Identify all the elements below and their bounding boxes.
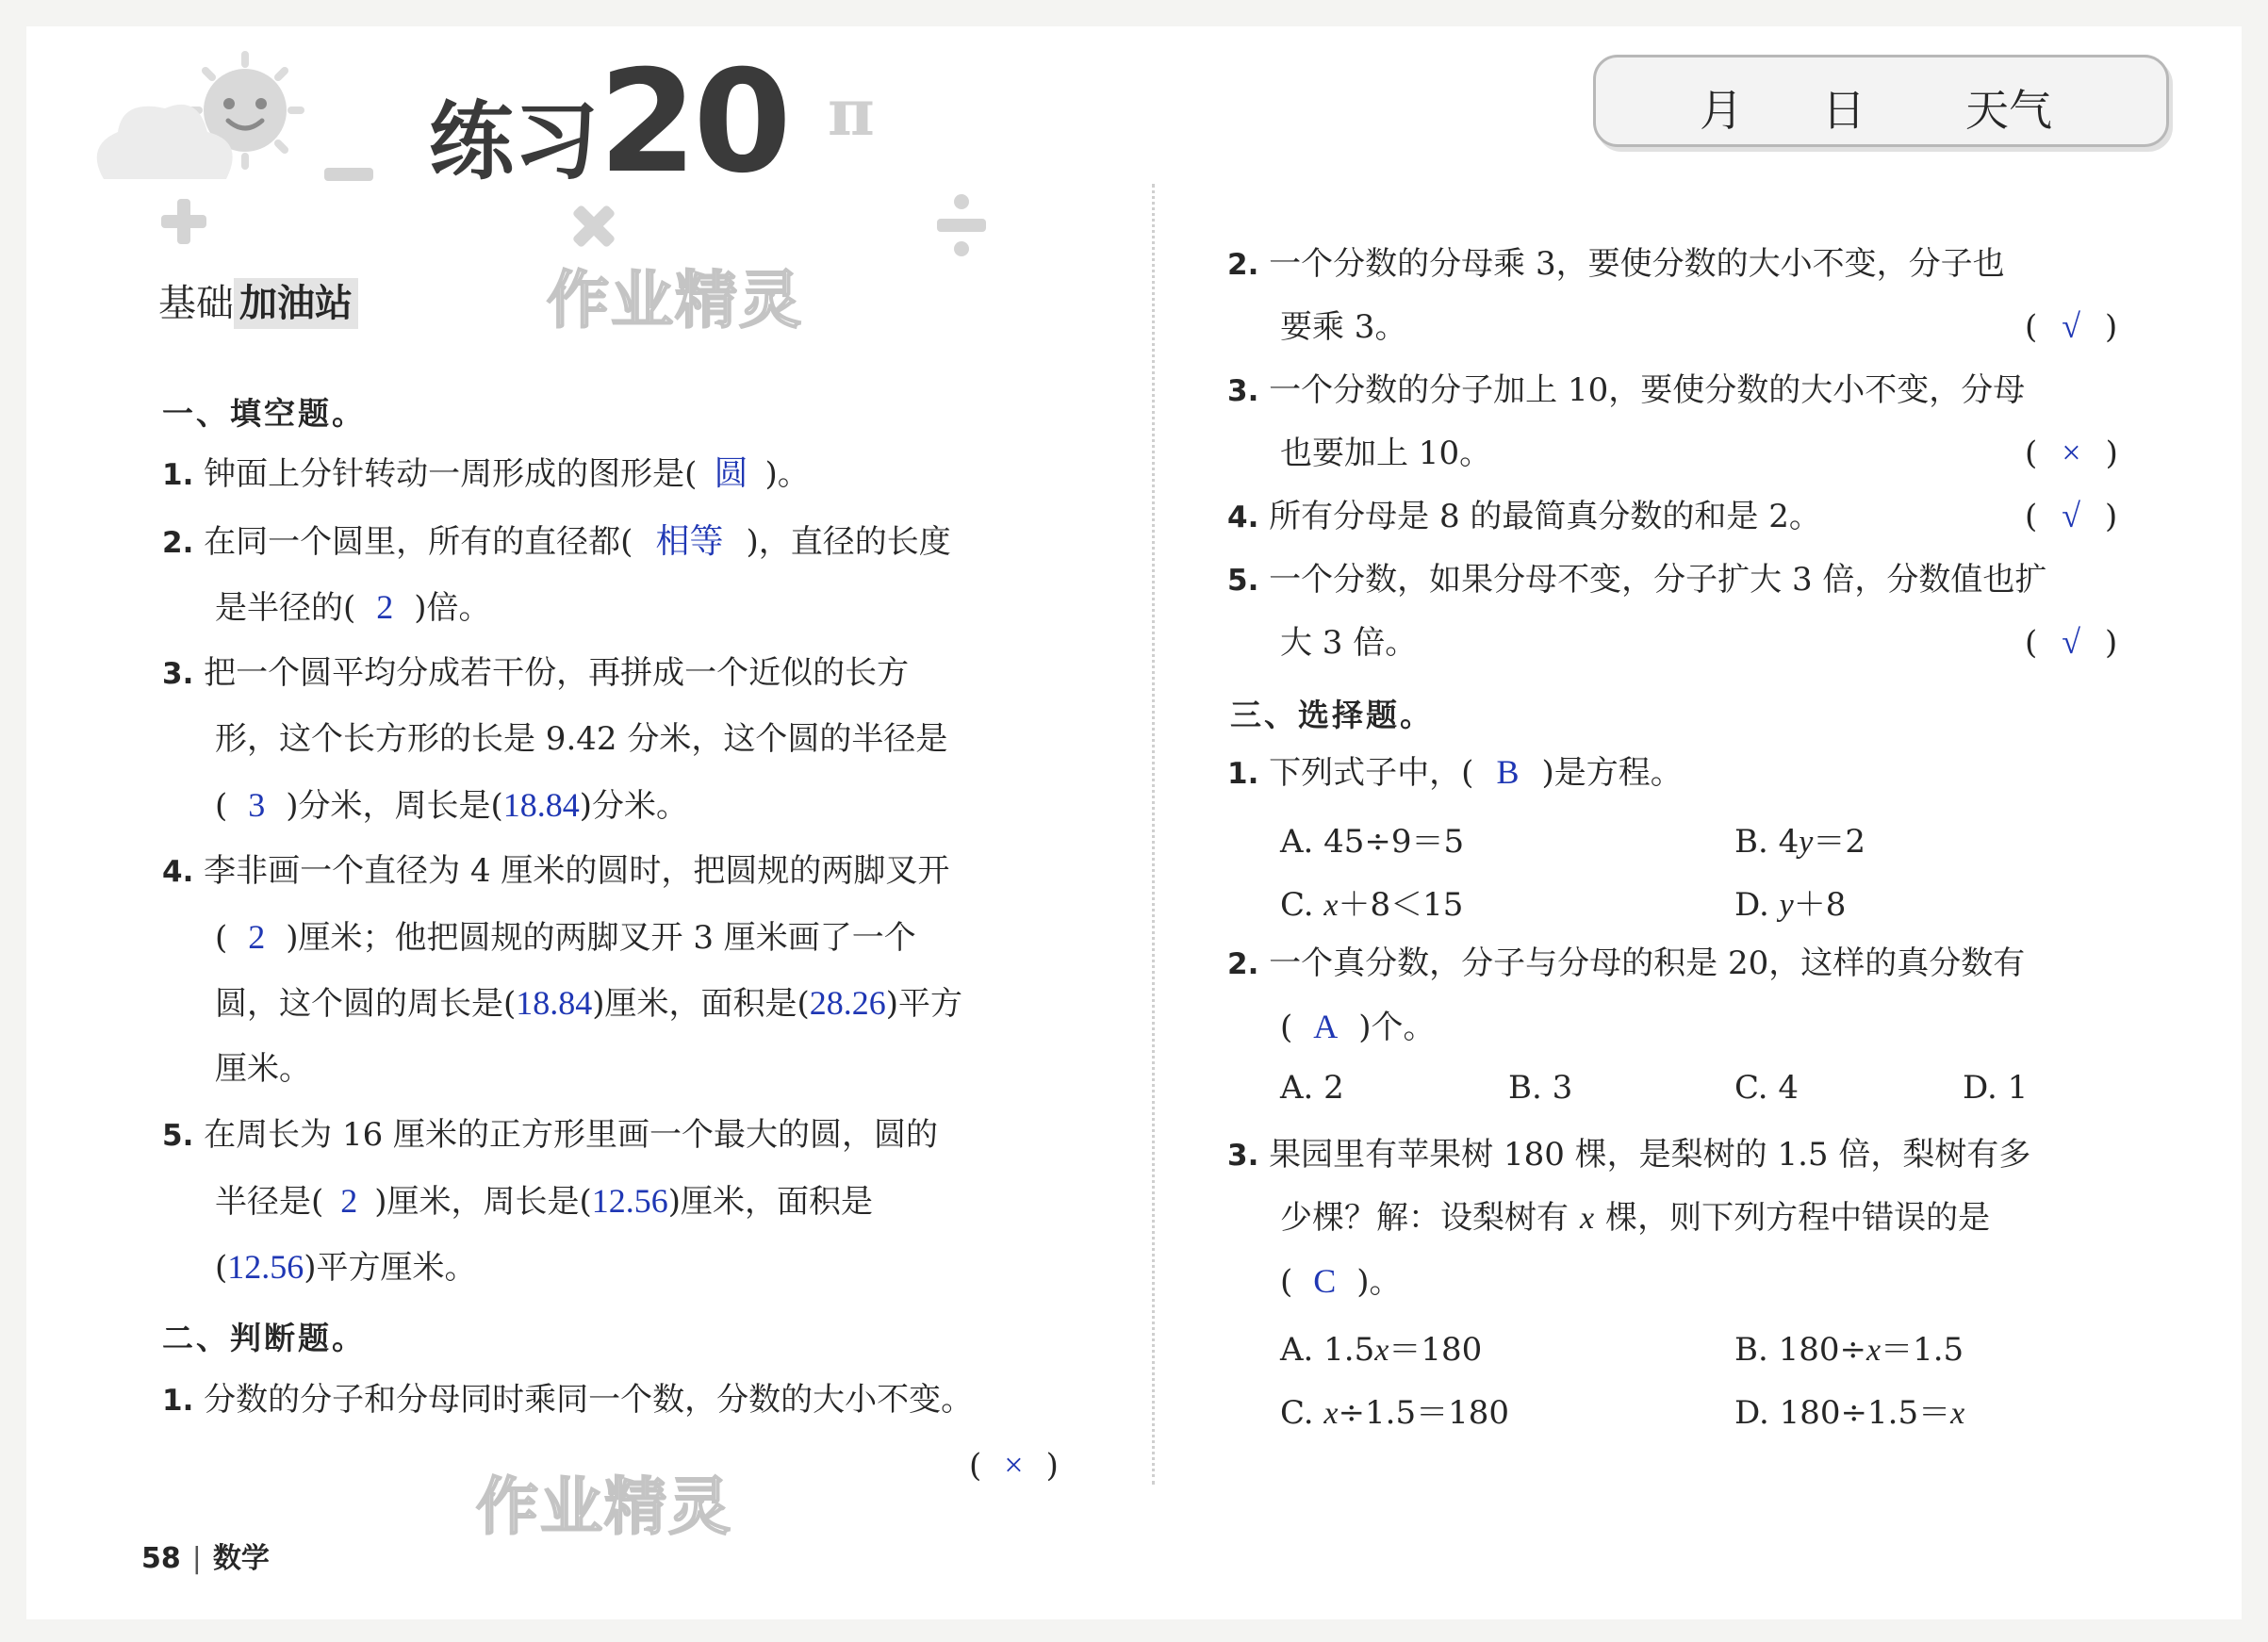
answer: 18.84: [516, 984, 593, 1022]
minus-icon: [320, 160, 377, 189]
choice-q2-line2: ( A )个。: [1280, 1008, 1436, 1046]
choice-q2-option-b: B. 3: [1508, 1069, 1573, 1107]
answer: B: [1496, 753, 1520, 791]
judge-q2-line1: 2. 一个分数的分母乘 3，要使分数的大小不变，分子也: [1227, 245, 2005, 283]
choice-q1-option-c: C. x＋8＜15: [1280, 886, 1464, 924]
fill-q2-line1: 2. 在同一个圆里，所有的直径都( 相等 )，直径的长度: [162, 522, 951, 561]
judge-heading: 二、判断题。: [162, 1320, 366, 1356]
answer: 3: [248, 786, 266, 824]
answer: √: [2062, 307, 2081, 345]
answer: 2: [340, 1182, 358, 1220]
pi-symbol: π: [828, 75, 875, 151]
choice-q3-line3: ( C )。: [1280, 1262, 1402, 1301]
watermark-top: 作业精灵: [547, 264, 803, 337]
choice-q3-option-a: A. 1.5x＝180: [1280, 1331, 1483, 1369]
judge-q5-line2: 大 3 倍。: [1280, 624, 1418, 662]
answer: 2: [376, 588, 394, 626]
choice-q2-option-a: A. 2: [1280, 1069, 1344, 1107]
section-header-part1: 基础: [158, 282, 234, 325]
choice-q2-option-d: D. 1: [1963, 1069, 2029, 1107]
fill-q3-line1: 3. 把一个圆平均分成若干份，再拼成一个近似的长方: [162, 654, 910, 692]
fill-q4-line2: ( 2 )厘米；他把圆规的两脚叉开 3 厘米画了一个: [215, 918, 916, 957]
answer: C: [1313, 1262, 1337, 1300]
choice-q1-option-d: D. y＋8: [1734, 886, 1847, 924]
date-weather-box: [1593, 55, 2169, 147]
watermark-bottom: 作业精灵: [476, 1470, 732, 1543]
choice-q1-option-b: B. 4y＝2: [1734, 823, 1865, 861]
title-number: 20: [599, 41, 788, 205]
choice-q1-option-a: A. 45÷9＝5: [1280, 823, 1465, 861]
choice-q1: 1. 下列式子中，( B )是方程。: [1227, 753, 1683, 792]
fill-q4-line3: 圆，这个圆的周长是(18.84)厘米，面积是(28.26)平方: [215, 984, 963, 1023]
judge-q3-answer: ( × ): [2025, 434, 2118, 472]
judge-q2-answer: ( √ ): [2025, 307, 2118, 346]
answer: 2: [248, 918, 266, 956]
judge-q2-line2: 要乘 3。: [1280, 308, 1407, 346]
answer: ×: [2062, 434, 2081, 471]
plus-icon: [156, 193, 212, 250]
fill-q5-line3: (12.56)平方厘米。: [215, 1248, 477, 1287]
choice-q2-line1: 2. 一个真分数，分子与分母的积是 20，这样的真分数有: [1227, 944, 2026, 982]
fill-q4-line4: 厘米。: [215, 1050, 311, 1088]
fill-q1: 1. 钟面上分针转动一周形成的图形是( 圆 )。: [162, 454, 810, 493]
date-month-label: 月: [1700, 85, 1743, 136]
choice-q3-option-d: D. 180÷1.5＝x: [1734, 1394, 1965, 1432]
answer: A: [1313, 1008, 1339, 1045]
page-number: 58: [141, 1542, 181, 1575]
judge-q5-line1: 5. 一个分数，如果分母不变，分子扩大 3 倍，分数值也扩: [1227, 561, 2047, 599]
title-prefix: 练习: [429, 92, 599, 191]
divide-icon: [933, 189, 990, 264]
answer: 12.56: [227, 1248, 304, 1286]
choice-q3-line2: 少棵？解：设梨树有 x 棵，则下列方程中错误的是: [1280, 1199, 1991, 1237]
choice-q3-option-c: C. x÷1.5＝180: [1280, 1394, 1509, 1432]
answer: 12.56: [591, 1182, 668, 1220]
fill-blank-heading: 一、填空题。: [162, 395, 366, 432]
fill-q3-line3: ( 3 )分米，周长是(18.84)分米。: [215, 786, 689, 825]
times-icon: [566, 198, 622, 255]
choice-heading: 三、选择题。: [1230, 697, 1434, 733]
choice-q2-option-c: C. 4: [1734, 1069, 1800, 1107]
answer: 18.84: [502, 786, 580, 824]
judge-q3-line1: 3. 一个分数的分子加上 10，要使分数的大小不变，分母: [1227, 371, 2026, 409]
judge-q4-answer: ( √ ): [2025, 497, 2118, 535]
fill-q2-line2: 是半径的( 2 )倍。: [215, 588, 491, 627]
judge-q4: 4. 所有分母是 8 的最简真分数的和是 2。: [1227, 498, 1821, 535]
page-title: [429, 41, 788, 205]
answer: 圆: [714, 454, 748, 492]
column-divider: [1152, 184, 1155, 1485]
fill-q5-line1: 5. 在周长为 16 厘米的正方形里画一个最大的圆，圆的: [162, 1116, 939, 1154]
choice-q3-option-b: B. 180÷x＝1.5: [1734, 1331, 1964, 1369]
section-header-part2: 加油站: [234, 278, 358, 329]
subject-label: 数学: [212, 1542, 270, 1575]
answer: 28.26: [809, 984, 886, 1022]
fill-q5-line2: 半径是( 2 )厘米，周长是(12.56)厘米，面积是: [215, 1182, 874, 1221]
judge-q1: 1. 分数的分子和分母同时乘同一个数，分数的大小不变。: [162, 1381, 974, 1419]
page-footer: 58 | 数学: [141, 1542, 270, 1575]
weather-label: 天气: [1965, 85, 2052, 136]
date-day-label: 日: [1822, 85, 1865, 136]
answer: √: [2062, 497, 2081, 534]
choice-q3-line1: 3. 果园里有苹果树 180 棵，是梨树的 1.5 倍，梨树有多: [1227, 1136, 2031, 1174]
answer: ×: [1004, 1446, 1024, 1484]
judge-q5-answer: ( √ ): [2025, 623, 2118, 662]
section-header: [158, 273, 358, 327]
fill-q3-line2: 形，这个长方形的长是 9.42 分米，这个圆的半径是: [215, 720, 948, 758]
fill-q4-line1: 4. 李非画一个直径为 4 厘米的圆时，把圆规的两脚叉开: [162, 852, 950, 890]
answer: 相等: [655, 522, 724, 560]
cloud-icon: [75, 57, 264, 198]
answer: √: [2062, 623, 2081, 661]
judge-q1-answer: ( × ): [969, 1446, 1059, 1485]
judge-q3-line2: 也要加上 10。: [1280, 435, 1492, 472]
